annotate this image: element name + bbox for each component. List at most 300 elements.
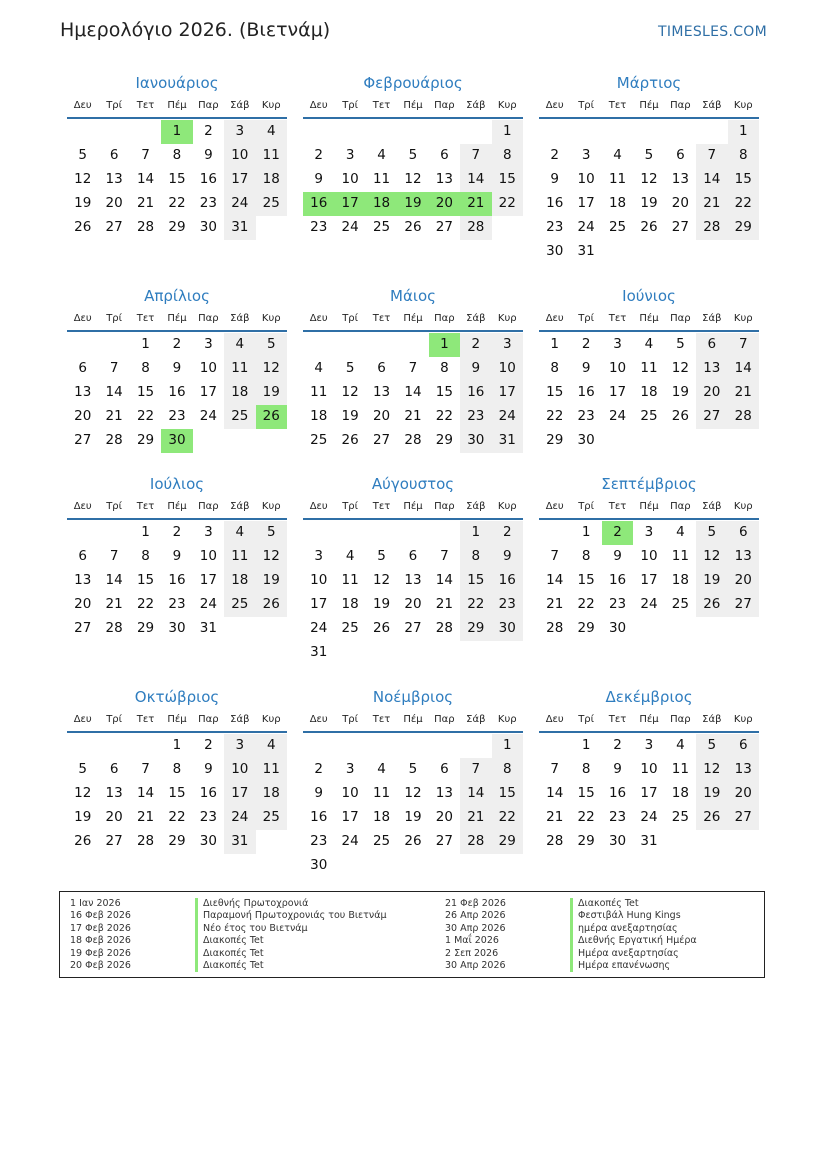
day-cell: 21 [435,596,453,612]
month-name: Απρίλιος [144,287,210,305]
weekday-label: Τρί [106,714,123,725]
day-cell: 29 [460,617,491,641]
day-cell: 8 [728,144,759,168]
weekday-label: Τρί [342,100,359,111]
empty-cell [303,333,334,357]
day-cell: 30 [310,857,328,873]
day-cell: 11 [341,572,359,588]
weekday-header [67,496,287,520]
day-cell: 8 [440,360,449,376]
day-cell: 6 [728,521,759,545]
day-cell: 18 [372,809,391,825]
day-cell: 28 [105,432,123,448]
day-cell: 1 [172,737,182,753]
day-cell: 12 [404,171,422,187]
day-cell: 8 [581,548,591,564]
empty-cell [397,333,428,357]
day-cell: 12 [372,572,391,588]
day-cell: 30 [492,617,523,641]
day-cell: 5 [644,147,654,163]
day-cell: 11 [372,171,391,187]
day-cell: 18 [224,381,255,405]
empty-cell [539,521,570,545]
day-cell: 22 [728,192,759,216]
day-cell: 16 [168,384,186,400]
day-cell: 24 [640,596,658,612]
day-cell: 29 [168,219,186,235]
month-calendar [539,472,759,641]
day-cell: 22 [577,809,595,825]
day-cell: 27 [404,620,422,636]
weekday-label: Κυρ [733,714,753,725]
day-cell: 31 [310,644,328,660]
day-cell: 30 [577,432,595,448]
day-cell: 13 [696,357,727,381]
day-cell: 17 [310,596,328,612]
weekday-label: Παρ [670,100,691,111]
empty-cell [633,120,664,144]
legend-date: 17 Φεβ 2026 [70,922,131,934]
weekday-label: Κυρ [261,100,281,111]
day-cell: 5 [78,147,87,163]
day-cell: 3 [492,333,523,357]
day-cell: 2 [172,524,182,540]
day-cell: 21 [546,596,564,612]
weekday-label: Δευ [73,313,92,324]
day-cell: 29 [435,432,453,448]
day-cell: 15 [168,171,186,187]
weekday-label: Τρί [578,100,595,111]
month-name: Μάρτιος [616,74,682,92]
weekday-label: Σάβ [702,501,722,512]
day-cell: 27 [435,219,453,235]
day-cell: 4 [345,548,355,564]
day-cell: 10 [199,548,217,564]
day-cell: 11 [640,360,658,376]
day-cell: 16 [546,195,564,211]
day-cell: 24 [640,809,658,825]
legend-dates-column [445,898,570,977]
weekday-label: Τρί [342,714,359,725]
weekday-label: Πέμ [167,313,187,324]
day-cell: 8 [581,761,591,777]
day-cell: 17 [199,384,217,400]
weekday-header [303,496,523,520]
day-cell: 28 [696,216,727,240]
day-cell: 26 [341,432,359,448]
day-cell: 21 [136,809,155,825]
weekday-label: Τρί [342,501,359,512]
day-cell: 28 [460,216,491,240]
day-cell: 12 [256,357,287,381]
weekday-label: Κυρ [497,313,517,324]
empty-cell [67,734,98,758]
weekday-label: Πέμ [639,313,659,324]
day-cell: 13 [435,171,453,187]
day-cell: 15 [577,785,595,801]
day-grid [303,119,523,240]
weekday-label: Παρ [434,313,455,324]
day-cell: 27 [696,405,727,429]
day-cell: 26 [696,806,727,830]
day-cell: 29 [728,216,759,240]
day-cell: 7 [460,144,491,168]
weekday-header [539,496,759,520]
day-cell: 6 [408,548,418,564]
weekday-label: Κυρ [733,313,753,324]
day-cell: 19 [671,384,689,400]
weekday-label: Δευ [73,714,92,725]
day-cell: 5 [256,333,287,357]
day-cell: 28 [435,620,453,636]
day-cell: 5 [256,521,287,545]
empty-cell [397,120,428,144]
holiday-legend [59,891,765,978]
day-cell: 24 [224,192,255,216]
day-cell: 31 [199,620,217,636]
day-cell: 5 [696,734,727,758]
weekday-label: Τετ [608,714,627,725]
day-grid [67,119,287,240]
day-cell: 21 [728,381,759,405]
day-cell: 25 [372,833,391,849]
month-calendar [303,284,523,453]
day-cell: 1 [550,336,559,352]
day-cell: 23 [168,408,186,424]
month-name: Δεκέμβριος [605,688,693,706]
weekday-label: Τρί [578,714,595,725]
weekday-label: Σάβ [466,501,486,512]
empty-cell [366,120,397,144]
day-cell: 25 [310,432,328,448]
month-name: Ιούλιος [149,475,205,493]
empty-cell [98,120,129,144]
holiday-day-cell: 1 [429,333,460,357]
day-cell: 4 [676,524,685,540]
weekday-label: Δευ [309,313,328,324]
day-cell: 5 [696,521,727,545]
empty-cell [570,120,601,144]
empty-cell [397,521,428,545]
day-cell: 26 [640,219,658,235]
weekday-label: Σάβ [702,313,722,324]
day-cell: 29 [136,620,155,636]
weekday-label: Δευ [73,501,92,512]
day-cell: 11 [224,357,255,381]
weekday-label: Δευ [545,501,564,512]
day-cell: 23 [608,809,627,825]
day-cell: 18 [341,596,359,612]
day-cell: 30 [608,620,627,636]
month-name: Νοέμβριος [372,688,454,706]
day-cell: 20 [105,195,123,211]
day-cell: 17 [224,168,255,192]
day-cell: 7 [550,548,559,564]
day-cell: 24 [341,219,359,235]
day-cell: 9 [581,360,591,376]
day-cell: 2 [314,147,323,163]
legend-date: 21 Φεβ 2026 [445,898,506,909]
day-cell: 4 [256,734,287,758]
day-cell: 1 [460,521,491,545]
day-cell: 23 [168,596,186,612]
weekday-label: Σάβ [466,714,486,725]
day-cell: 23 [310,833,328,849]
weekday-label: Κυρ [261,313,281,324]
empty-cell [334,521,365,545]
weekday-label: Τετ [136,501,155,512]
day-cell: 6 [377,360,386,376]
weekday-header [67,308,287,332]
empty-cell [539,734,570,758]
day-cell: 14 [136,785,155,801]
day-cell: 26 [404,833,422,849]
day-cell: 7 [109,360,119,376]
day-cell: 14 [105,572,123,588]
empty-cell [366,333,397,357]
day-cell: 21 [105,408,123,424]
day-cell: 19 [74,809,92,825]
day-cell: 7 [696,144,727,168]
day-cell: 5 [676,336,685,352]
month-calendar [67,284,287,453]
day-cell: 2 [492,521,523,545]
day-cell: 9 [314,785,323,801]
day-cell: 17 [341,809,359,825]
empty-cell [67,333,98,357]
day-cell: 15 [546,384,564,400]
weekday-label: Δευ [545,313,564,324]
day-cell: 27 [728,806,759,830]
day-cell: 6 [440,761,449,777]
day-cell: 6 [728,734,759,758]
empty-cell [334,734,365,758]
day-cell: 4 [613,147,622,163]
day-cell: 7 [728,333,759,357]
day-cell: 4 [676,737,685,753]
day-cell: 10 [608,360,627,376]
weekday-label: Πέμ [403,313,423,324]
day-cell: 1 [141,336,150,352]
day-cell: 18 [256,782,287,806]
day-cell: 11 [224,545,255,569]
weekday-label: Τετ [608,313,627,324]
day-cell: 20 [372,408,391,424]
day-cell: 8 [492,144,523,168]
month-name: Οκτώβριος [134,688,220,706]
weekday-label: Τετ [372,501,391,512]
day-cell: 9 [613,548,622,564]
day-cell: 21 [404,408,422,424]
day-cell: 3 [204,524,213,540]
legend-date: 1 Ιαν 2026 [70,898,121,909]
legend-date: 16 Φεβ 2026 [70,910,131,922]
month-name: Ιούνιος [622,287,676,305]
legend-date: 20 Φεβ 2026 [70,959,131,971]
day-cell: 27 [105,833,123,849]
day-cell: 25 [640,408,658,424]
day-cell: 4 [314,360,323,376]
day-grid [67,332,287,453]
day-cell: 3 [345,761,355,777]
day-cell: 24 [341,833,359,849]
weekday-label: Σάβ [230,100,250,111]
day-cell: 17 [640,785,658,801]
empty-cell [130,734,161,758]
day-cell: 20 [435,809,453,825]
legend-date: 26 Απρ 2026 [445,910,506,922]
weekday-label: Τετ [372,313,391,324]
weekday-label: Παρ [434,714,455,725]
day-cell: 21 [105,596,123,612]
legend-date: 30 Απρ 2026 [445,922,506,934]
day-grid [539,733,759,854]
weekday-label: Πέμ [403,100,423,111]
weekday-label: Κυρ [733,501,753,512]
day-cell: 5 [345,360,355,376]
page-title: Ημερολόγιο 2026. (Βιετνάμ) [60,19,331,41]
day-cell: 15 [168,785,186,801]
weekday-header [303,95,523,119]
day-cell: 22 [136,596,155,612]
day-cell: 2 [581,336,591,352]
day-cell: 28 [728,405,759,429]
day-cell: 19 [696,782,727,806]
weekday-label: Δευ [545,100,564,111]
day-cell: 30 [199,219,217,235]
site-brand-link[interactable]: TIMESLES.COM [658,24,767,40]
holiday-day-cell: 18 [366,192,397,216]
legend-names-column [570,898,770,977]
legend-holiday-name: Φεστιβάλ Hung Kings [570,910,770,922]
weekday-label: Κυρ [261,501,281,512]
day-cell: 21 [696,192,727,216]
month-name: Ιανουάριος [135,74,219,92]
day-cell: 12 [640,171,658,187]
weekday-label: Πέμ [167,714,187,725]
holiday-day-cell: 19 [397,192,428,216]
day-cell: 29 [168,833,186,849]
day-cell: 26 [256,593,287,617]
day-cell: 22 [136,408,155,424]
day-grid [303,733,523,878]
weekday-label: Παρ [670,501,691,512]
day-grid [67,733,287,854]
day-cell: 13 [74,384,92,400]
weekday-label: Παρ [198,714,219,725]
legend-date: 2 Σεπ 2026 [445,947,499,959]
day-cell: 17 [577,195,595,211]
day-cell: 16 [310,809,328,825]
weekday-header [539,308,759,332]
day-cell: 23 [199,195,217,211]
day-cell: 8 [141,360,150,376]
day-cell: 22 [168,809,186,825]
day-cell: 3 [644,524,654,540]
day-cell: 6 [78,360,87,376]
weekday-label: Τρί [106,313,123,324]
day-cell: 28 [460,830,491,854]
day-cell: 4 [224,521,255,545]
day-cell: 16 [168,572,186,588]
weekday-label: Κυρ [733,100,753,111]
day-cell: 14 [546,785,564,801]
day-cell: 18 [608,195,627,211]
empty-cell [98,521,129,545]
weekday-label: Πέμ [639,100,659,111]
day-cell: 6 [440,147,449,163]
legend-date: 18 Φεβ 2026 [70,935,131,947]
day-cell: 2 [172,336,182,352]
day-cell: 30 [608,833,627,849]
day-grid [539,520,759,641]
day-cell: 8 [141,548,150,564]
day-cell: 24 [608,408,627,424]
day-cell: 3 [204,336,213,352]
day-cell: 9 [204,761,213,777]
day-cell: 27 [435,833,453,849]
day-cell: 9 [460,357,491,381]
holiday-day-cell: 20 [429,192,460,216]
day-cell: 12 [404,785,422,801]
legend-holiday-name: Διεθνής Πρωτοχρονιά [195,898,445,910]
day-cell: 24 [577,219,595,235]
day-cell: 22 [492,192,523,216]
empty-cell [429,521,460,545]
day-cell: 2 [204,123,213,139]
day-cell: 26 [74,833,92,849]
day-cell: 13 [671,171,689,187]
day-cell: 8 [492,758,523,782]
day-cell: 6 [109,147,119,163]
empty-cell [460,120,491,144]
legend-holiday-name: ημέρα ανεξαρτησίας [570,923,770,935]
day-cell: 2 [613,737,622,753]
day-cell: 15 [492,782,523,806]
empty-cell [696,120,727,144]
day-cell: 10 [224,144,255,168]
day-cell: 18 [224,569,255,593]
day-cell: 28 [105,620,123,636]
day-cell: 7 [109,548,119,564]
day-cell: 14 [404,384,422,400]
empty-cell [397,734,428,758]
day-cell: 3 [314,548,323,564]
day-cell: 1 [141,524,150,540]
day-cell: 15 [136,572,155,588]
day-cell: 16 [492,569,523,593]
day-cell: 31 [577,243,595,259]
empty-cell [460,734,491,758]
day-cell: 26 [74,219,92,235]
day-cell: 5 [408,761,418,777]
day-cell: 8 [550,360,559,376]
day-cell: 31 [224,830,255,854]
day-cell: 24 [224,806,255,830]
weekday-label: Παρ [670,714,691,725]
day-cell: 9 [550,171,559,187]
day-cell: 18 [256,168,287,192]
day-cell: 20 [74,596,92,612]
weekday-label: Τετ [608,501,627,512]
empty-cell [67,120,98,144]
day-cell: 17 [492,381,523,405]
day-cell: 4 [256,120,287,144]
day-cell: 24 [199,596,217,612]
day-cell: 10 [199,360,217,376]
month-calendar [67,685,287,854]
day-cell: 27 [74,620,92,636]
